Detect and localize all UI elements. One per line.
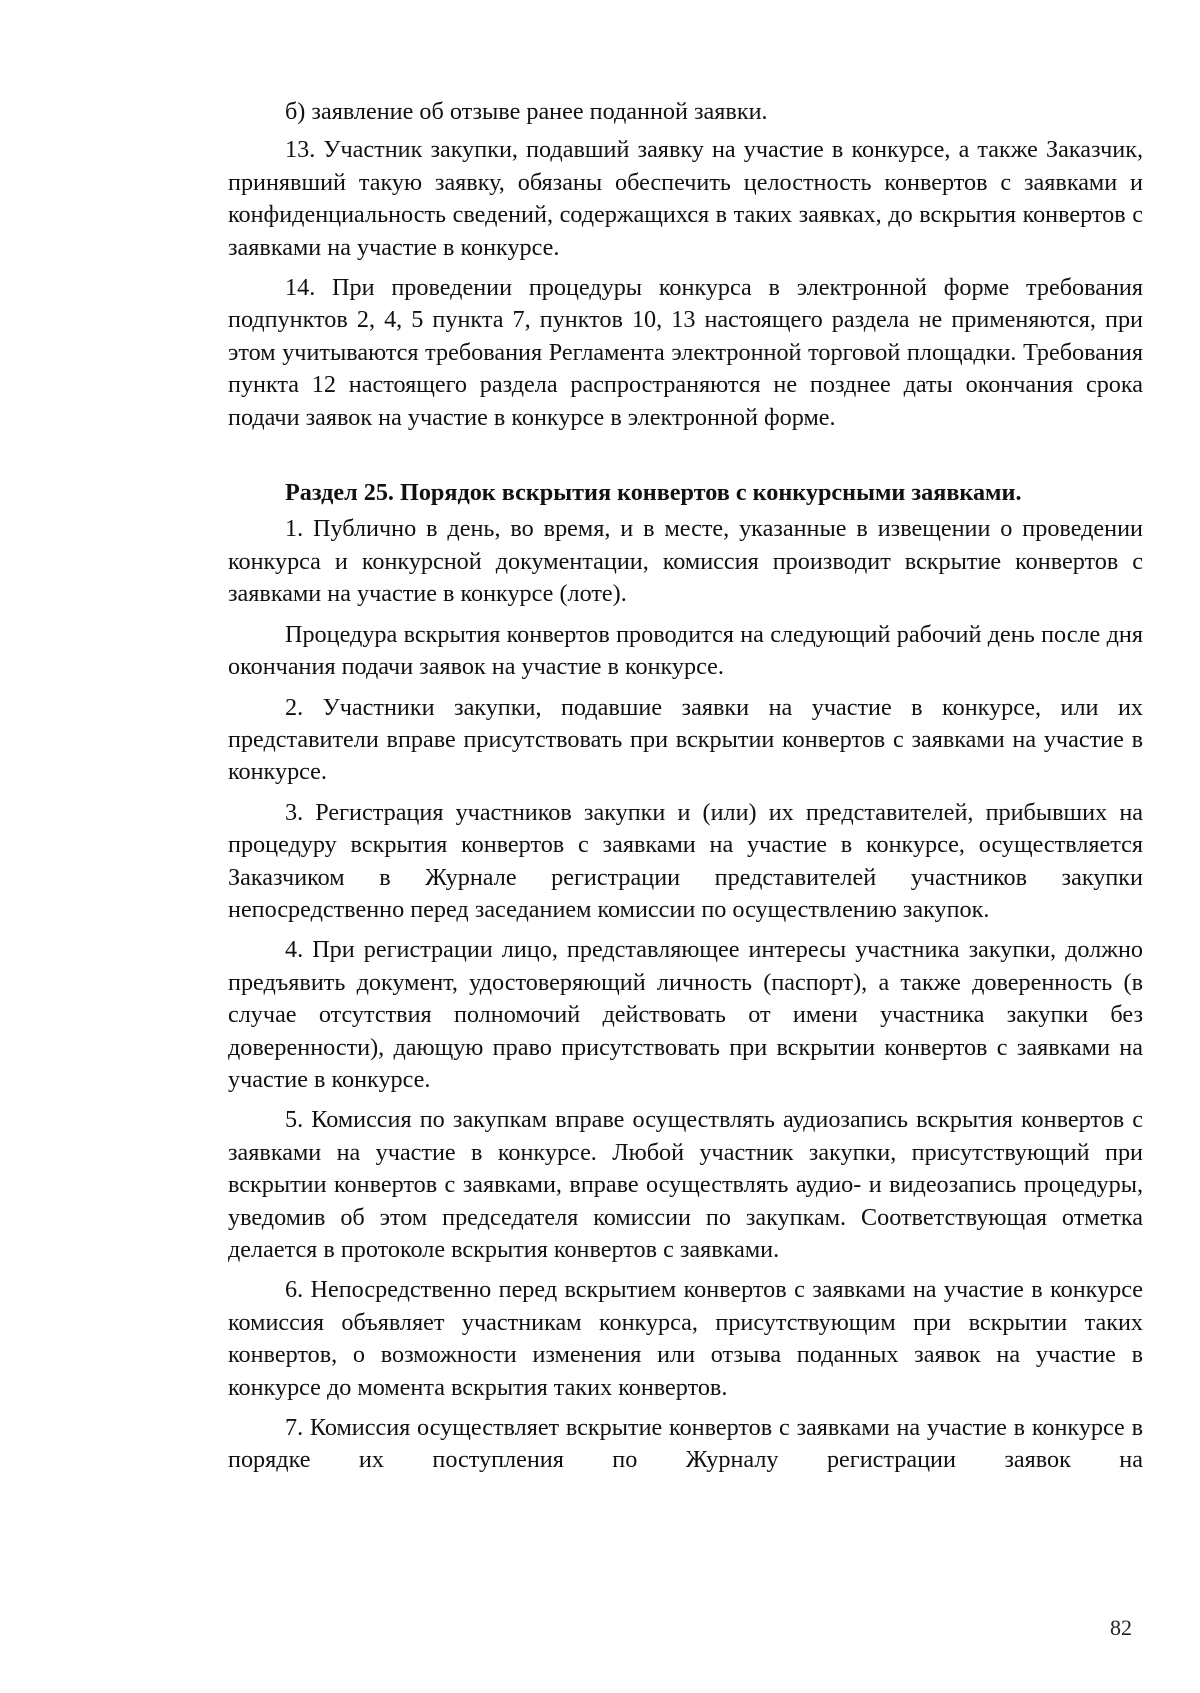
page-body (228, 96, 1143, 1485)
section-paragraph-4: 4. При регистрации лицо, представляющее интересы участника закупки, должно предъявить документ, удостоверяющий личность (паспорт), а также доверенность (в случае отсутствия полномочий действовать от имени участника закупки без доверенности), дающую право присутствовать при вскрытии конвертов с заявками на участие в конкурсе. (228, 936, 1143, 1093)
section-paragraph-6: 6. Непосредственно перед вскрытием конвертов с заявками на участие в конкурсе комиссия объявляет участникам конкурса, присутствующим при вскрытии таких конвертов, о возможности изменения или отзыва поданных заявок на участие в конкурсе до момента вскрытия таких конвертов. (228, 1276, 1143, 1401)
paragraph-13: 13. Участник закупки, подавший заявку на участие в конкурсе, а также Заказчик, принявший такую заявку, обязаны обеспечить целостность конвертов с заявками и конфиденциальность сведений, содержащихся в таких заявках, до вскрытия конвертов с заявками на участие в конкурсе. (228, 136, 1143, 261)
section-paragraph-7: 7. Комиссия осуществляет вскрытие конвертов с заявками на участие в конкурсе в порядке их поступления по Журналу регистрации заявок на (228, 1414, 1143, 1474)
paragraph-14: 14. При проведении процедуры конкурса в электронной форме требования подпунктов 2, 4, 5 пункта 7, пунктов 10, 13 настоящего раздела не применяются, при этом учитываются требования Регламента электронной торговой площадки. Требования пункта 12 настоящего раздела распространяются не позднее даты окончания срока подачи заявок на участие в конкурсе в электронной форме. (228, 274, 1143, 431)
section-paragraph-5: 5. Комиссия по закупкам вправе осуществлять аудиозапись вскрытия конвертов с заявками на участие в конкурсе. Любой участник закупки, присутствующий при вскрытии конвертов с заявками, вправе осуществлять аудио- и видеозапись процедуры, уведомив об этом председателя комиссии по закупкам. Соответствующая отметка делается в протоколе вскрытия конвертов с заявками. (228, 1106, 1143, 1263)
paragraph-withdrawal-statement: б) заявление об отзыве ранее поданной заявки. (285, 98, 768, 125)
section-paragraph-procedure: Процедура вскрытия конвертов проводится на следующий рабочий день после дня окончания подачи заявок на участие в конкурсе. (228, 620, 1143, 681)
page-number: 82 (1110, 1615, 1132, 1640)
section-heading: Раздел 25. Порядок вскрытия конвертов с конкурсными заявками. (285, 479, 1022, 507)
section-paragraph-2: 2. Участники закупки, подавшие заявки на участие в конкурсе, или их представители вправе присутствовать при вскрытии конвертов с заявками на участие в конкурсе. (228, 693, 1143, 786)
section-paragraph-3: 3. Регистрация участников закупки и (или) их представителей, прибывших на процедуру вскрытия конвертов с заявками на участие в конкурсе, осуществляется Заказчиком в Журнале регистрации представителей участников закупки непосредственно перед заседанием комиссии по осуществлению закупок. (228, 798, 1143, 923)
section-paragraph-1: 1. Публично в день, во время, и в месте, указанные в извещении о проведении конкурса и конкурсной документации, комиссия производит вскрытие конвертов с заявками на участие в конкурсе (лоте). (228, 515, 1143, 608)
